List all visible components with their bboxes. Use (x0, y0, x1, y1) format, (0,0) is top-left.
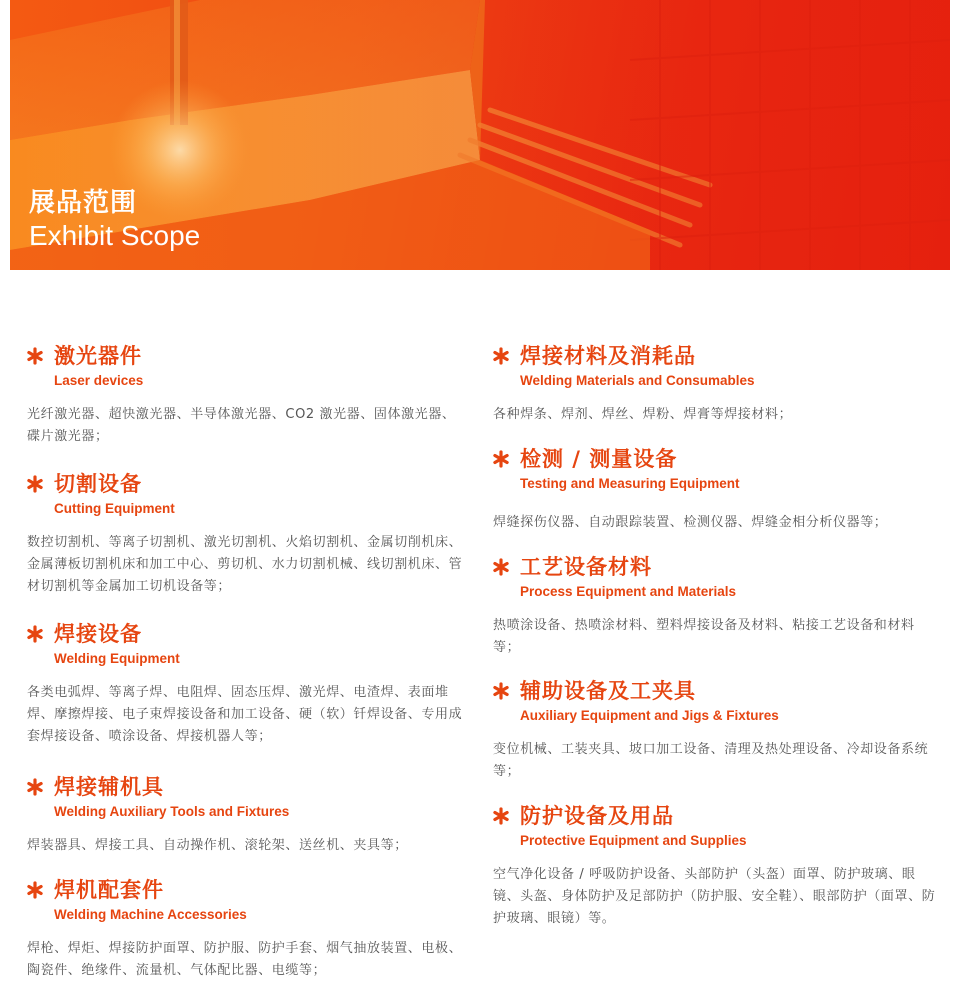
section-title: 焊接设备 (54, 622, 142, 646)
section-subtitle: Process Equipment and Materials (520, 584, 737, 599)
section-auxiliary-equipment (493, 677, 938, 783)
section-subtitle: Welding Materials and Consumables (520, 373, 755, 388)
section-title: 防护设备及用品 (520, 804, 674, 828)
section-title: 切割设备 (54, 472, 142, 496)
section-testing-measuring (493, 445, 938, 534)
section-body: 数控切割机、等离子切割机、激光切割机、火焰切割机、金属切削机床、金属薄板切割机床和加工中心、剪切机、水力切割机械、线切割机床、管材切割机等金属加工切机设备等； (27, 535, 463, 594)
section-process-equipment (493, 553, 938, 659)
section-subtitle: Welding Equipment (54, 651, 180, 666)
asterisk-icon (492, 347, 510, 365)
asterisk-icon (492, 682, 510, 700)
section-body: 焊枪、焊炬、焊接防护面罩、防护服、防护手套、烟气抽放装置、电极、陶瓷件、绝缘件、流量机、气体配比器、电缆等； (27, 941, 463, 978)
section-subtitle: Welding Auxiliary Tools and Fixtures (54, 804, 290, 819)
section-body: 变位机械、工装夹具、坡口加工设备、清理及热处理设备、冷却设备系统等； (493, 742, 929, 779)
section-cutting-equipment (27, 470, 467, 598)
section-title: 焊接材料及消耗品 (520, 344, 696, 368)
asterisk-icon (26, 881, 44, 899)
asterisk-icon (26, 347, 44, 365)
section-body: 各类电弧焊、等离子焊、电阻焊、固态压焊、激光焊、电渣焊、表面堆焊、摩擦焊接、电子束焊接设备和加工设备、硬（软）钎焊设备、专用成套焊接设备、喷涂设备、焊接机器人等； (27, 685, 463, 744)
section-body: 焊缝探伤仪器、自动跟踪装置、检测仪器、焊缝金相分析仪器等； (493, 515, 888, 530)
section-title: 激光器件 (54, 344, 142, 368)
asterisk-icon (492, 558, 510, 576)
banner-title-block (29, 186, 200, 252)
section-protective-equipment (493, 802, 938, 930)
asterisk-icon (26, 778, 44, 796)
section-subtitle: Welding Machine Accessories (54, 907, 247, 922)
section-body: 各种焊条、焊剂、焊丝、焊粉、焊膏等焊接材料； (493, 407, 793, 422)
section-title: 焊机配套件 (54, 878, 164, 902)
section-subtitle: Cutting Equipment (54, 501, 175, 516)
asterisk-icon (492, 450, 510, 468)
section-title: 辅助设备及工夹具 (520, 679, 696, 703)
asterisk-icon (26, 625, 44, 643)
section-body: 热喷涂设备、热喷涂材料、塑料焊接设备及材料、粘接工艺设备和材料等； (493, 618, 915, 655)
section-title: 工艺设备材料 (520, 555, 652, 579)
section-title: 焊接辅机具 (54, 775, 164, 799)
section-subtitle: Testing and Measuring Equipment (520, 476, 740, 491)
section-body: 焊装器具、焊接工具、自动操作机、滚轮架、送丝机、夹具等； (27, 838, 408, 853)
asterisk-icon (26, 475, 44, 493)
asterisk-icon (492, 807, 510, 825)
section-title: 检测 / 测量设备 (520, 447, 678, 471)
section-body: 光纤激光器、超快激光器、半导体激光器、CO2 激光器、固体激光器、碟片激光器； (27, 407, 456, 444)
section-welding-auxiliary-tools (27, 773, 467, 857)
hero-banner (10, 0, 950, 270)
section-welding-equipment (27, 620, 467, 748)
section-welding-materials (493, 342, 938, 426)
banner-title-cn: 展品范围 (29, 188, 138, 218)
section-laser-devices (27, 342, 467, 448)
banner-title-en: Exhibit Scope (29, 220, 201, 251)
section-welding-machine-accessories (27, 876, 467, 982)
section-body: 空气净化设备 / 呼吸防护设备、头部防护（头盔）面罩、防护玻璃、眼镜、头盔、身体防护及足部防护（防护服、安全鞋）、眼部防护（面罩、防护玻璃、眼镜）等。 (493, 867, 936, 926)
section-subtitle: Protective Equipment and Supplies (520, 833, 747, 848)
section-subtitle: Auxiliary Equipment and Jigs & Fixtures (520, 708, 779, 723)
section-subtitle: Laser devices (54, 373, 144, 388)
